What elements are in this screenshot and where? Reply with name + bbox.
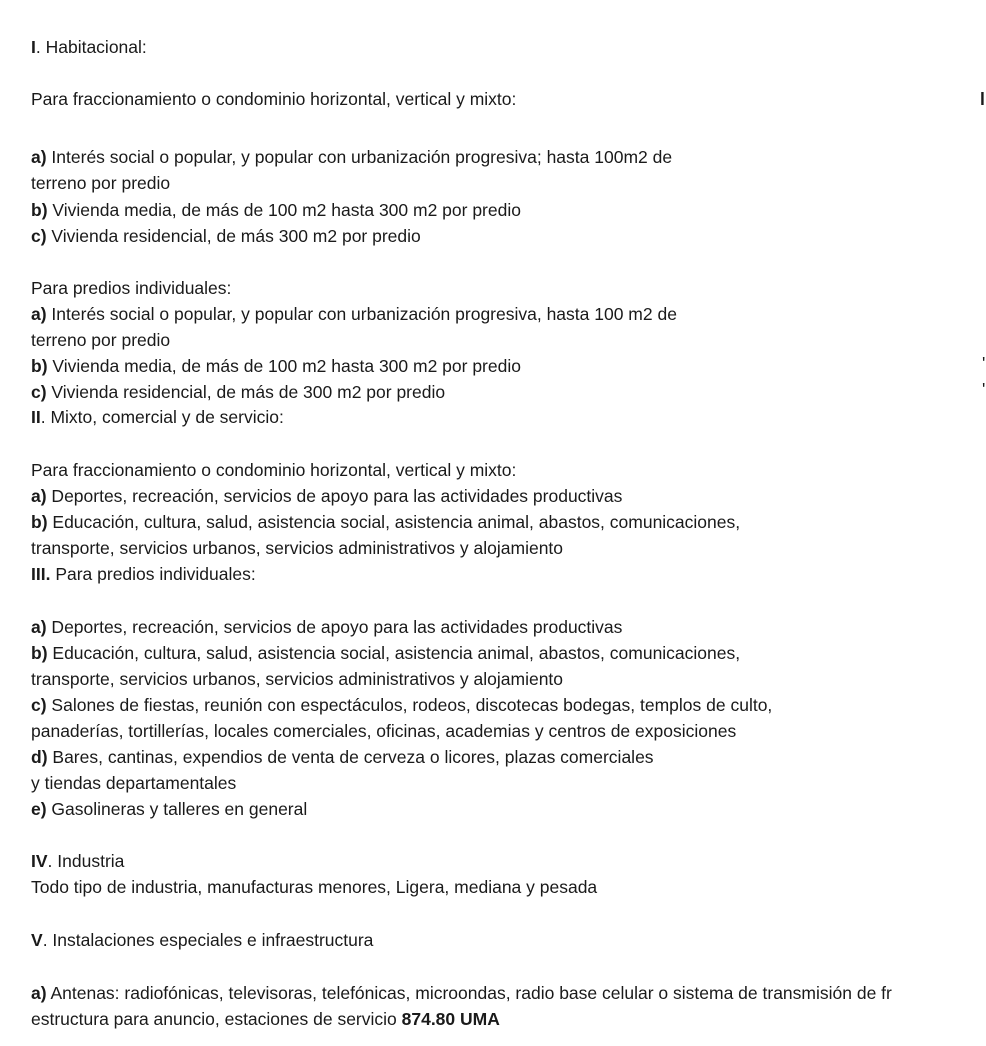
list-item [31,303,677,325]
item-text: transporte, servicios urbanos, servicios administrativos y alojamiento [31,669,564,689]
list-item-continuation [31,772,236,794]
section-title: . Habitacional: [35,37,147,57]
item-label: b) [31,512,48,532]
section-heading-industria [31,850,124,872]
item-text: estructura para anuncio, estaciones de servicio [31,1009,402,1029]
list-item [31,511,740,533]
item-label: a) [31,147,47,167]
list-item [31,225,421,247]
section-title: . Mixto, comercial y de servicio: [40,407,284,427]
section-numeral: II [31,407,41,427]
list-item-continuation [31,329,170,351]
item-label: c) [31,382,47,402]
subsection-text: Para fraccionamiento o condominio horizontal, vertical y mixto: [31,460,517,480]
section-numeral: IV [31,851,48,871]
list-item-continuation [31,720,736,742]
item-text: Antenas: radiofónicas, televisoras, telefónicas, microondas, radio base celular o sistema de transmisión de fr [46,983,892,1003]
list-item [31,798,307,820]
item-text: Vivienda residencial, de más de 300 m2 por predio [46,382,446,402]
item-text: Interés social o popular, y popular con urbanización progresiva; hasta 100m2 de [46,147,673,167]
list-item-continuation [31,172,170,194]
list-item-continuation [31,668,563,690]
amount-value: 874.80 UMA [401,1009,500,1029]
list-item [31,146,672,168]
list-item [31,485,622,507]
item-label: e) [31,799,47,819]
subsection-text: Para fraccionamiento o condominio horizontal, vertical y mixto: [31,89,517,109]
item-text: Deportes, recreación, servicios de apoyo para las actividades productivas [46,486,623,506]
edge-fragment-mark: ' [982,353,986,373]
item-text: Gasolineras y talleres en general [46,799,308,819]
paragraph [31,876,597,898]
item-text: Educación, cultura, salud, asistencia social, asistencia animal, abastos, comunicaciones, [47,512,741,532]
edge-fragment-mark: ' [982,379,986,399]
section-title: . Instalaciones especiales e infraestructura [42,930,374,950]
list-item [31,982,892,1004]
item-text: Deportes, recreación, servicios de apoyo para las actividades productivas [46,617,623,637]
list-item [31,746,654,768]
item-text: Educación, cultura, salud, asistencia social, asistencia animal, abastos, comunicaciones, [47,643,741,663]
section-heading-predios [31,563,256,585]
section-numeral: V [31,930,43,950]
list-item-continuation [31,537,563,559]
section-title: . Industria [47,851,125,871]
list-item [31,199,521,221]
subsection-heading [31,459,516,481]
section-numeral: III. [31,564,51,584]
item-label: b) [31,643,48,663]
item-label: c) [31,226,47,246]
item-text: Interés social o popular, y popular con urbanización progresiva, hasta 100 m2 de [46,304,677,324]
item-label: b) [31,356,48,376]
subsection-text: Para predios individuales: [31,278,232,298]
item-label: a) [31,983,47,1003]
list-item [31,381,445,403]
subsection-heading [31,88,516,110]
item-text: Salones de fiestas, reunión con espectáculos, rodeos, discotecas bodegas, templos de culto, [46,695,773,715]
item-text: terreno por predio [31,173,171,193]
section-heading-habitacional [31,36,147,58]
item-text: Vivienda residencial, de más 300 m2 por predio [46,226,421,246]
item-text: terreno por predio [31,330,171,350]
subsection-heading [31,277,231,299]
list-item [31,694,772,716]
section-heading-mixto [31,406,284,428]
item-label: a) [31,617,47,637]
list-item [31,642,740,664]
item-label: a) [31,304,47,324]
list-item [31,616,622,638]
section-heading-instalaciones [31,929,373,951]
item-label: b) [31,200,48,220]
edge-fragment-mark: l [980,89,985,109]
section-numeral: I [31,37,36,57]
item-label: a) [31,486,47,506]
item-label: c) [31,695,47,715]
paragraph-text: Todo tipo de industria, manufacturas menores, Ligera, mediana y pesada [31,877,598,897]
item-text: transporte, servicios urbanos, servicios administrativos y alojamiento [31,538,564,558]
item-label: d) [31,747,48,767]
list-item [31,355,521,377]
item-text: Vivienda media, de más de 100 m2 hasta 300 m2 por predio [47,200,521,220]
item-text: panaderías, tortillerías, locales comerciales, oficinas, academias y centros de exposiciones [31,721,737,741]
item-text: Bares, cantinas, expendios de venta de cerveza o licores, plazas comerciales [47,747,654,767]
item-text: y tiendas departamentales [31,773,237,793]
list-item-continuation [31,1008,500,1030]
section-title: Para predios individuales: [50,564,256,584]
item-text: Vivienda media, de más de 100 m2 hasta 300 m2 por predio [47,356,521,376]
